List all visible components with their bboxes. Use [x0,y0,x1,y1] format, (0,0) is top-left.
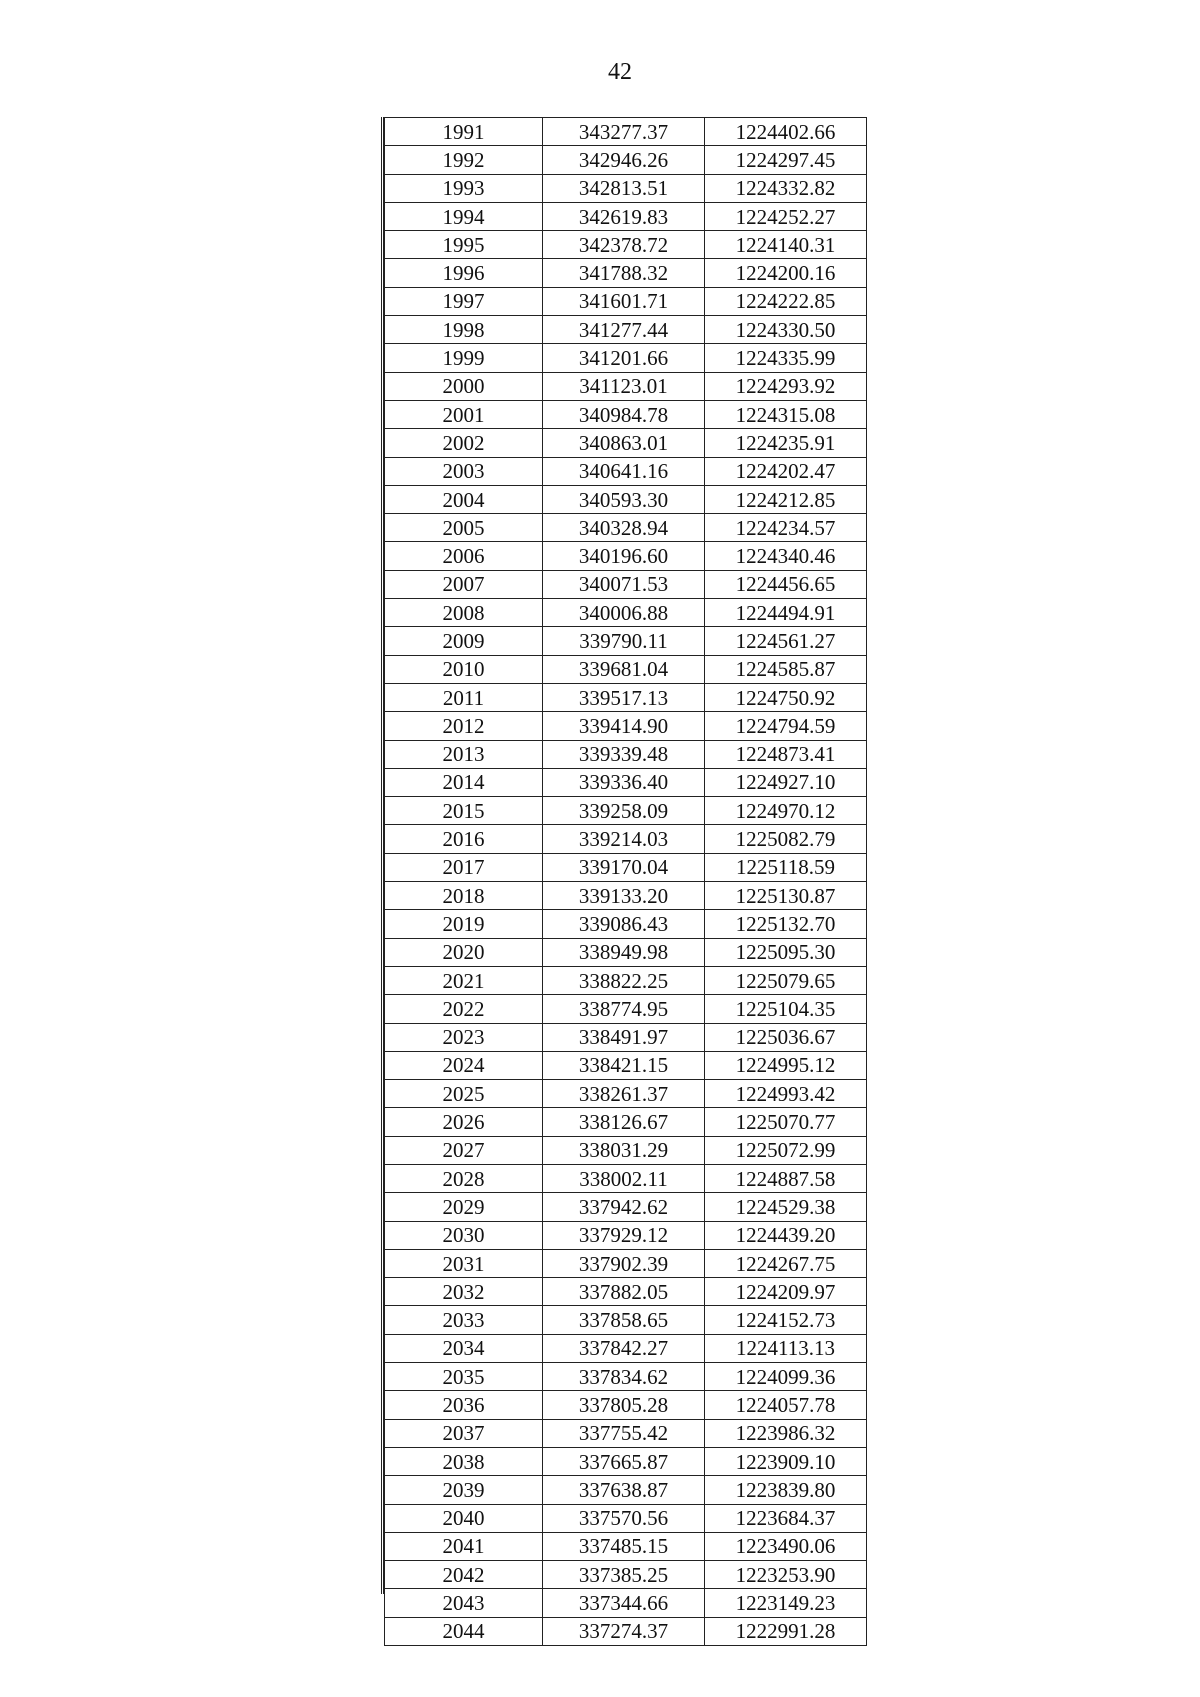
year-cell: 2025 [385,1080,543,1108]
year-cell: 2005 [385,514,543,542]
value-cell: 339258.09 [543,797,705,825]
value-cell: 342378.72 [543,231,705,259]
value-cell: 1223149.23 [705,1589,867,1617]
value-cell: 1224235.91 [705,429,867,457]
value-cell: 340863.01 [543,429,705,457]
table-body [385,118,867,1646]
year-cell: 2032 [385,1278,543,1306]
value-cell: 1225104.35 [705,995,867,1023]
table-row [385,231,867,259]
value-cell: 337665.87 [543,1447,705,1475]
value-cell: 1223986.32 [705,1419,867,1447]
value-cell: 1224995.12 [705,1051,867,1079]
table-row [385,966,867,994]
table-row [385,1306,867,1334]
value-cell: 1224873.41 [705,740,867,768]
table-row [385,1108,867,1136]
table-row [385,995,867,1023]
year-cell: 2038 [385,1447,543,1475]
table-row [385,1561,867,1589]
value-cell: 343277.37 [543,118,705,146]
value-cell: 337842.27 [543,1334,705,1362]
value-cell: 340071.53 [543,570,705,598]
year-cell: 2016 [385,825,543,853]
year-cell: 2008 [385,599,543,627]
year-cell: 1998 [385,316,543,344]
value-cell: 1225079.65 [705,966,867,994]
value-cell: 339681.04 [543,655,705,683]
value-cell: 1224234.57 [705,514,867,542]
year-cell: 2015 [385,797,543,825]
table-row [385,259,867,287]
year-cell: 2022 [385,995,543,1023]
table-row [385,287,867,315]
value-cell: 339517.13 [543,683,705,711]
value-cell: 339170.04 [543,853,705,881]
table-row [385,938,867,966]
year-cell: 2014 [385,768,543,796]
table-row [385,316,867,344]
table-row [385,655,867,683]
value-cell: 337834.62 [543,1363,705,1391]
year-cell: 1993 [385,174,543,202]
table-row [385,1164,867,1192]
value-cell: 340328.94 [543,514,705,542]
value-cell: 342946.26 [543,146,705,174]
value-cell: 1223909.10 [705,1447,867,1475]
year-cell: 2040 [385,1504,543,1532]
table-row [385,1249,867,1277]
value-cell: 1224561.27 [705,627,867,655]
table-row [385,1363,867,1391]
value-cell: 1224439.20 [705,1221,867,1249]
value-cell: 1224335.99 [705,344,867,372]
value-cell: 1224057.78 [705,1391,867,1419]
year-cell: 2002 [385,429,543,457]
value-cell: 341788.32 [543,259,705,287]
year-cell: 2001 [385,400,543,428]
year-cell: 2010 [385,655,543,683]
value-cell: 1225072.99 [705,1136,867,1164]
value-cell: 338774.95 [543,995,705,1023]
table-row [385,1193,867,1221]
value-cell: 1224212.85 [705,485,867,513]
value-cell: 1224456.65 [705,570,867,598]
value-cell: 339133.20 [543,882,705,910]
table-row [385,118,867,146]
value-cell: 1224113.13 [705,1334,867,1362]
table-row [385,485,867,513]
value-cell: 1225082.79 [705,825,867,853]
value-cell: 340006.88 [543,599,705,627]
data-table-container [381,117,863,1644]
value-cell: 337755.42 [543,1419,705,1447]
year-cell: 2033 [385,1306,543,1334]
table-row [385,797,867,825]
year-cell: 2017 [385,853,543,881]
table-row [385,1080,867,1108]
value-cell: 340196.60 [543,542,705,570]
table-row [385,1391,867,1419]
page-number: 42 [608,59,632,85]
value-cell: 337902.39 [543,1249,705,1277]
year-cell: 2041 [385,1532,543,1560]
value-cell: 337385.25 [543,1561,705,1589]
value-cell: 340641.16 [543,457,705,485]
year-cell: 2019 [385,910,543,938]
value-cell: 341201.66 [543,344,705,372]
year-cell: 2013 [385,740,543,768]
value-cell: 339336.40 [543,768,705,796]
data-table [384,117,867,1646]
value-cell: 1222991.28 [705,1617,867,1645]
table-row [385,825,867,853]
table-row [385,740,867,768]
value-cell: 1224200.16 [705,259,867,287]
table-row [385,768,867,796]
value-cell: 1224222.85 [705,287,867,315]
year-cell: 2031 [385,1249,543,1277]
value-cell: 337638.87 [543,1476,705,1504]
table-row [385,1419,867,1447]
year-cell: 2021 [385,966,543,994]
year-cell: 2007 [385,570,543,598]
value-cell: 1224202.47 [705,457,867,485]
table-row [385,457,867,485]
table-row [385,853,867,881]
value-cell: 1223684.37 [705,1504,867,1532]
value-cell: 1224140.31 [705,231,867,259]
year-cell: 1994 [385,202,543,230]
value-cell: 1224529.38 [705,1193,867,1221]
year-cell: 2029 [385,1193,543,1221]
year-cell: 2023 [385,1023,543,1051]
value-cell: 337274.37 [543,1617,705,1645]
value-cell: 341123.01 [543,372,705,400]
table-row [385,1532,867,1560]
value-cell: 339214.03 [543,825,705,853]
table-row [385,1589,867,1617]
year-cell: 2030 [385,1221,543,1249]
table-row [385,683,867,711]
value-cell: 337570.56 [543,1504,705,1532]
year-cell: 2026 [385,1108,543,1136]
year-cell: 1997 [385,287,543,315]
year-cell: 2028 [385,1164,543,1192]
value-cell: 1224332.82 [705,174,867,202]
value-cell: 1225036.67 [705,1023,867,1051]
value-cell: 337929.12 [543,1221,705,1249]
value-cell: 338261.37 [543,1080,705,1108]
value-cell: 1224152.73 [705,1306,867,1334]
table-row [385,910,867,938]
value-cell: 338126.67 [543,1108,705,1136]
value-cell: 338002.11 [543,1164,705,1192]
value-cell: 1224750.92 [705,683,867,711]
value-cell: 337942.62 [543,1193,705,1221]
year-cell: 1995 [385,231,543,259]
value-cell: 337344.66 [543,1589,705,1617]
table-row [385,372,867,400]
value-cell: 339339.48 [543,740,705,768]
value-cell: 339086.43 [543,910,705,938]
value-cell: 337858.65 [543,1306,705,1334]
year-cell: 2042 [385,1561,543,1589]
table-row [385,1221,867,1249]
value-cell: 1225118.59 [705,853,867,881]
value-cell: 1223839.80 [705,1476,867,1504]
table-row [385,344,867,372]
value-cell: 1224252.27 [705,202,867,230]
table-row [385,514,867,542]
year-cell: 2011 [385,683,543,711]
year-cell: 2044 [385,1617,543,1645]
table-row [385,202,867,230]
value-cell: 1223253.90 [705,1561,867,1589]
table-row [385,1334,867,1362]
value-cell: 340984.78 [543,400,705,428]
value-cell: 338822.25 [543,966,705,994]
table-row [385,542,867,570]
value-cell: 1224585.87 [705,655,867,683]
year-cell: 2009 [385,627,543,655]
table-row [385,570,867,598]
value-cell: 1225070.77 [705,1108,867,1136]
value-cell: 337882.05 [543,1278,705,1306]
value-cell: 1224970.12 [705,797,867,825]
value-cell: 1224267.75 [705,1249,867,1277]
table-row [385,1447,867,1475]
table-row [385,627,867,655]
table-row [385,146,867,174]
value-cell: 1224340.46 [705,542,867,570]
year-cell: 2034 [385,1334,543,1362]
table-row [385,1504,867,1532]
year-cell: 2020 [385,938,543,966]
table-row [385,599,867,627]
table-row [385,882,867,910]
value-cell: 1224927.10 [705,768,867,796]
value-cell: 1224887.58 [705,1164,867,1192]
year-cell: 2012 [385,712,543,740]
value-cell: 342619.83 [543,202,705,230]
value-cell: 338031.29 [543,1136,705,1164]
table-row [385,429,867,457]
table-row [385,1278,867,1306]
year-cell: 2036 [385,1391,543,1419]
year-cell: 2024 [385,1051,543,1079]
value-cell: 339790.11 [543,627,705,655]
value-cell: 1225132.70 [705,910,867,938]
year-cell: 2039 [385,1476,543,1504]
year-cell: 2004 [385,485,543,513]
value-cell: 1224993.42 [705,1080,867,1108]
value-cell: 338949.98 [543,938,705,966]
year-cell: 1999 [385,344,543,372]
table-row [385,400,867,428]
table-row [385,1136,867,1164]
value-cell: 1224330.50 [705,316,867,344]
year-cell: 2003 [385,457,543,485]
table-row [385,1476,867,1504]
table-row [385,712,867,740]
value-cell: 1225095.30 [705,938,867,966]
value-cell: 341277.44 [543,316,705,344]
value-cell: 1223490.06 [705,1532,867,1560]
value-cell: 340593.30 [543,485,705,513]
table-row [385,1617,867,1645]
value-cell: 1224293.92 [705,372,867,400]
value-cell: 337805.28 [543,1391,705,1419]
year-cell: 2006 [385,542,543,570]
value-cell: 337485.15 [543,1532,705,1560]
value-cell: 1224297.45 [705,146,867,174]
year-cell: 2000 [385,372,543,400]
table-row [385,1051,867,1079]
year-cell: 2018 [385,882,543,910]
value-cell: 1224209.97 [705,1278,867,1306]
value-cell: 338421.15 [543,1051,705,1079]
year-cell: 1992 [385,146,543,174]
table-row [385,1023,867,1051]
value-cell: 1224794.59 [705,712,867,740]
year-cell: 2035 [385,1363,543,1391]
year-cell: 1996 [385,259,543,287]
value-cell: 1224402.66 [705,118,867,146]
value-cell: 342813.51 [543,174,705,202]
value-cell: 1225130.87 [705,882,867,910]
value-cell: 1224099.36 [705,1363,867,1391]
year-cell: 1991 [385,118,543,146]
value-cell: 339414.90 [543,712,705,740]
year-cell: 2037 [385,1419,543,1447]
value-cell: 1224494.91 [705,599,867,627]
table-row [385,174,867,202]
value-cell: 341601.71 [543,287,705,315]
value-cell: 1224315.08 [705,400,867,428]
value-cell: 338491.97 [543,1023,705,1051]
year-cell: 2027 [385,1136,543,1164]
year-cell: 2043 [385,1589,543,1617]
